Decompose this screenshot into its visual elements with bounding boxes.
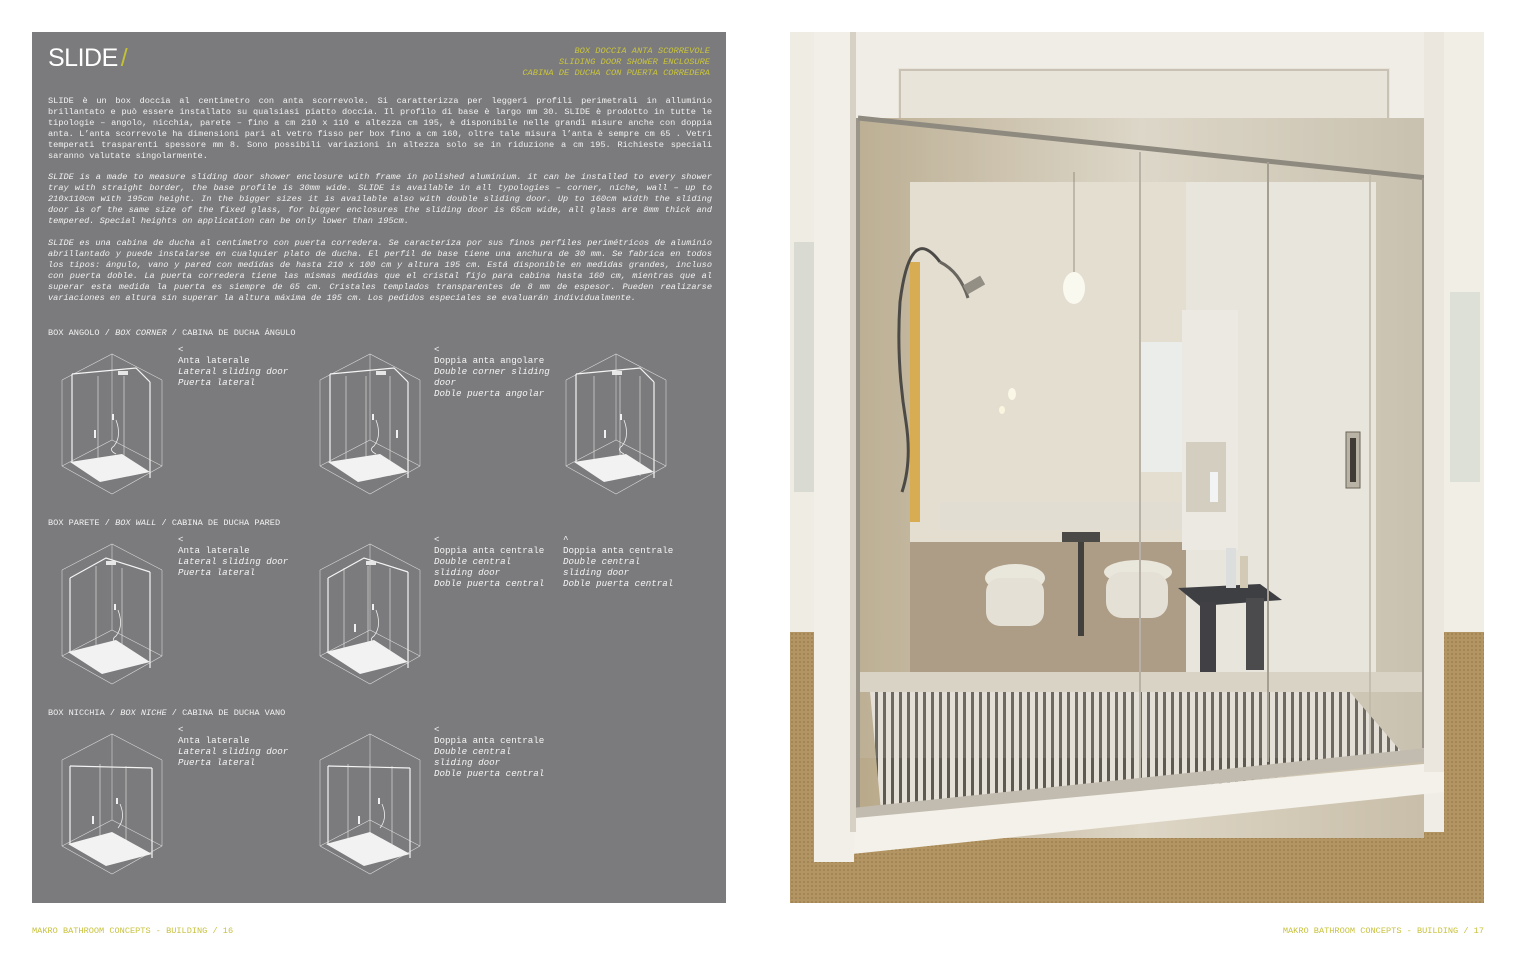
caption-wall-double-alt: ^ Doppia anta centrale Double central sliding door Doble puerta central [563, 534, 674, 589]
description-english: SLIDE is a made to measure sliding door shower enclosure with frame in polished aluminium. it can be installed to every shower tray with straight border, the base profile is 30mm wide. SLIDE is available in all typologies – corner, niche, wall – up to 210x110cm with 195cm height. In the bigger sizes it is available also with double sliding door. Up to 160cm width the sliding door is of the same size of the fixed glass, for bigger enclosures the sliding door is 65cm wide, all glass are 8mm thick and tempered. Special heights on application can be only lower than 195cm. [48, 172, 712, 226]
subtitle-en: SLIDING DOOR SHOWER ENCLOSURE [558, 57, 710, 67]
product-info-panel [32, 32, 726, 903]
caption-wall-lateral: < Anta laterale Lateral sliding door Puerta lateral [178, 534, 289, 578]
product-photo [790, 32, 1484, 903]
subtitle-it: BOX DOCCIA ANTA SCORREVOLE [574, 46, 710, 56]
caption-niche-lateral: < Anta laterale Lateral sliding door Puerta lateral [178, 724, 289, 768]
subtitle-es: CABINA DE DUCHA CON PUERTA CORREDERA [522, 68, 710, 78]
wall-double-door-diagram [314, 538, 424, 690]
description-italian: SLIDE è un box doccia al centimetro con anta scorrevole. Si caratterizza per leggeri profili perimetrali in alluminio brillantato e può essere installato su qualsiasi piatto doccia. Il profilo di base è largo mm 30. SLIDE è prodotto in tutte le tipologie – angolo, nicchia, parete – fino a cm 210 x 110 e altezza cm 195, è disponibile nelle grandi misure anche con doppia anta. L’anta scorrevole ha dimensioni pari al vetro fisso per box fino a cm 160, oltre tale misura l’anta è sempre cm 65 . Vetri temperati trasparenti spessore mm 8. Sono possibili variazioni in altezza solo se in riduzione a cm 195. Richieste speciali saranno valutate singolarmente. [48, 96, 712, 161]
footer-page-17: MAKRO BATHROOM CONCEPTS - BUILDING / 17 [1282, 926, 1484, 936]
corner-double-door-diagram-alt [560, 348, 670, 500]
corner-double-door-diagram [314, 348, 424, 500]
corner-single-door-diagram [56, 348, 166, 500]
product-subtitles [522, 46, 710, 79]
section-heading-wall: BOX PARETE / BOX WALL / CABINA DE DUCHA PARED [48, 518, 281, 528]
niche-single-door-diagram [56, 728, 166, 880]
section-heading-niche: BOX NICCHIA / BOX NICHE / CABINA DE DUCHA VANO [48, 708, 286, 718]
caption-corner-double: < Doppia anta angolare Double corner sliding door Doble puerta angolar [434, 344, 550, 399]
section-heading-corner: BOX ANGOLO / BOX CORNER / CABINA DE DUCHA ÁNGULO [48, 328, 296, 338]
description-spanish: SLIDE es una cabina de ducha al centimetro con puerta corredera. Se caracteriza por sus finos perfiles perimétricos de aluminio abrillantado y puede instalarse en cualquier plato de ducha. El perfil de base tiene una anchura de 30 mm. Se fabrica en todos los tipos: ángulo, vano y pared con medidas de hasta 210 x 100 cm y altura 195 cm. Está disponible en medidas grandes, incluso con puerta doble. La puerta corredera tiene las mismas medidas que el cristal fijo para cabina hasta 160 cm, mientras que al superar esta medida la puerta es siempre de 65 cm. Cristales templados transparentes de 8 mm de espesor. Pueden realizarse variaciones en altura sin superar la altura máxima de 195 cm. Los pedidos especiales se evaluarán individualmente. [48, 238, 712, 303]
wall-single-door-diagram [56, 538, 166, 690]
caption-niche-double: < Doppia anta centrale Double central sliding door Doble puerta central [434, 724, 545, 779]
product-title: SLIDE / [48, 44, 128, 72]
caption-wall-double: < Doppia anta centrale Double central sliding door Doble puerta central [434, 534, 545, 589]
title-slash: / [120, 44, 128, 72]
shower-enclosure-photo [790, 32, 1484, 903]
caption-corner-lateral: < Anta laterale Lateral sliding door Puerta lateral [178, 344, 289, 388]
niche-double-door-diagram [314, 728, 424, 880]
footer-page-16: MAKRO BATHROOM CONCEPTS - BUILDING / 16 [32, 926, 234, 936]
